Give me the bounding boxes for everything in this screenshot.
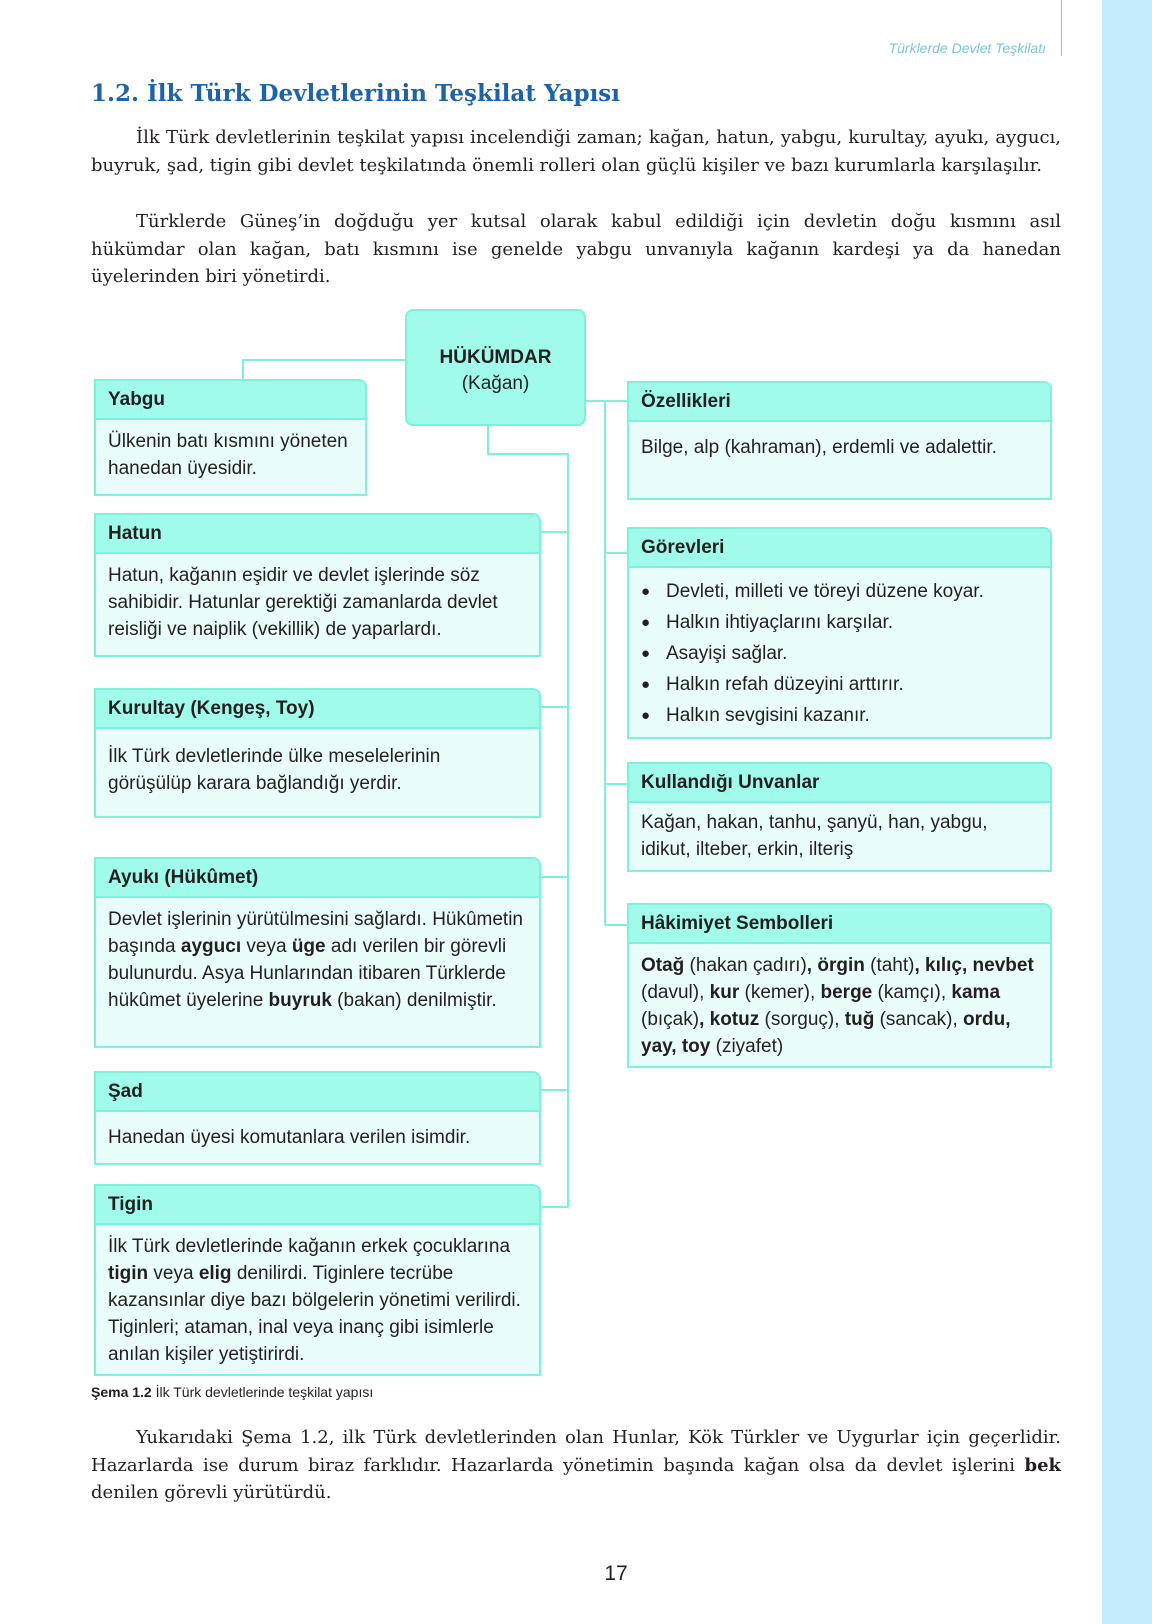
- node-title: Görevleri: [629, 529, 1050, 568]
- node-semboller: [627, 903, 1052, 1068]
- root-title: HÜKÜMDAR: [439, 347, 552, 368]
- list-item: ● Asayişi sağlar.: [641, 638, 1038, 669]
- node-tigin: [94, 1184, 541, 1376]
- node-title: Kurultay (Kengeş, Toy): [96, 690, 539, 729]
- node-title: Tigin: [96, 1186, 539, 1225]
- node-text: Devlet işlerinin yürütülmesini sağlardı. Hükûmetin başında aygucı veya üge adı verilen bir görevli bulunurdu. Asya Hunlarından itibaren Türklerde hükûmet üyelerine buyruk (bakan) denilmiştir.: [108, 909, 524, 1011]
- node-text: Otağ (hakan çadırı), örgin (taht), kılıç, nevbet (davul), kur (kemer), berge (kamçı), kama (bıçak), kotuz (sorguç), tuğ (sancak), ordu, yay, toy (ziyafet): [641, 955, 1034, 1057]
- connector-yabgu: [243, 360, 405, 380]
- running-head: Türklerde Devlet Teşkilatı: [888, 40, 1046, 56]
- node-title: Ayukı (Hükûmet): [96, 859, 539, 898]
- node-title: Kullandığı Unvanlar: [629, 764, 1050, 803]
- node-title: Yabgu: [96, 381, 365, 420]
- node-unvanlar: [627, 762, 1052, 872]
- node-text: Hanedan üyesi komutanlara verilen isimdir.: [108, 1127, 471, 1148]
- root-node-hukumdar: [405, 309, 586, 426]
- node-text: Kağan, hakan, tanhu, şanyü, han, yabgu, idikut, ilteber, erkin, ilteriş: [641, 812, 988, 860]
- node-list: [629, 568, 1050, 731]
- node-text: İlk Türk devletlerinde ülke meselelerinin görüşülüp karara bağlandığı yerdir.: [108, 746, 441, 794]
- node-ozellikleri: [627, 381, 1052, 500]
- node-kurultay: [94, 688, 541, 818]
- node-text: Bilge, alp (kahraman), erdemli ve adalettir.: [641, 437, 997, 458]
- intro-paragraph-2: Türklerde Güneş’in doğduğu yer kutsal olarak kabul edildiği için devletin doğu kısmını asıl hükümdar olan kağan, batı kısmını ise genelde yabgu unvanıyla kağanın kardeşi ya da hanedan üyelerinden biri yönetirdi.: [91, 211, 1061, 287]
- node-text: Hatun, kağanın eşidir ve devlet işlerinde söz sahibidir. Hatunlar gerektiği zamanlarda devlet reisliği ve naiplik (vekillik) de yaparlardı.: [108, 565, 498, 640]
- node-yabgu: [94, 379, 367, 496]
- node-title: Hatun: [96, 515, 539, 554]
- section-title: 1.2. İlk Türk Devletlerinin Teşkilat Yapısı: [91, 80, 620, 107]
- list-item: ● Halkın refah düzeyini arttırır.: [641, 669, 1038, 700]
- node-gorevleri: [627, 527, 1052, 739]
- closing-paragraph: Yukarıdaki Şema 1.2, ilk Türk devletlerinden olan Hunlar, Kök Türkler ve Uygurlar için geçerlidir. Hazarlarda ise durum biraz farklıdır. Hazarlarda yönetimin başında kağan olsa da devlet işlerini bek denilen görevli yürütürdü.: [91, 1427, 1061, 1503]
- intro-paragraph-1: İlk Türk devletlerinin teşkilat yapısı incelendiği zaman; kağan, hatun, yabgu, kurultay, ayukı, aygucı, buyruk, şad, tigin gibi devlet teşkilatında önemli rolleri olan güçlü kişiler ve bazı kurumlarla karşılaşılır.: [91, 127, 1061, 176]
- node-hatun: [94, 513, 541, 657]
- node-title: Özellikleri: [629, 383, 1050, 422]
- root-subtitle: (Kağan): [461, 373, 530, 394]
- list-item: ● Halkın sevgisini kazanır.: [641, 700, 1038, 731]
- list-item: ● Halkın ihtiyaçlarını karşılar.: [641, 607, 1038, 638]
- node-title: Şad: [96, 1073, 539, 1112]
- node-text: Ülkenin batı kısmını yöneten hanedan üyesidir.: [108, 431, 348, 479]
- node-sad: [94, 1071, 541, 1165]
- figure-caption: Şema 1.2 İlk Türk devletlerinde teşkilat yapısı: [91, 1384, 374, 1400]
- node-ayuki: [94, 857, 541, 1048]
- page-number: 17: [604, 1562, 628, 1585]
- node-title: Hâkimiyet Sembolleri: [629, 905, 1050, 944]
- list-item: ● Devleti, milleti ve töreyi düzene koyar.: [641, 576, 1038, 607]
- node-text: İlk Türk devletlerinde kağanın erkek çocuklarına tigin veya elig denilirdi. Tiginlere tecrübe kazansınlar diye bazı bölgelerin yönetimi verilirdi. Tiginleri; ataman, inal veya inanç gibi isimlerle anılan kişiler yetiştirirdi.: [108, 1236, 521, 1365]
